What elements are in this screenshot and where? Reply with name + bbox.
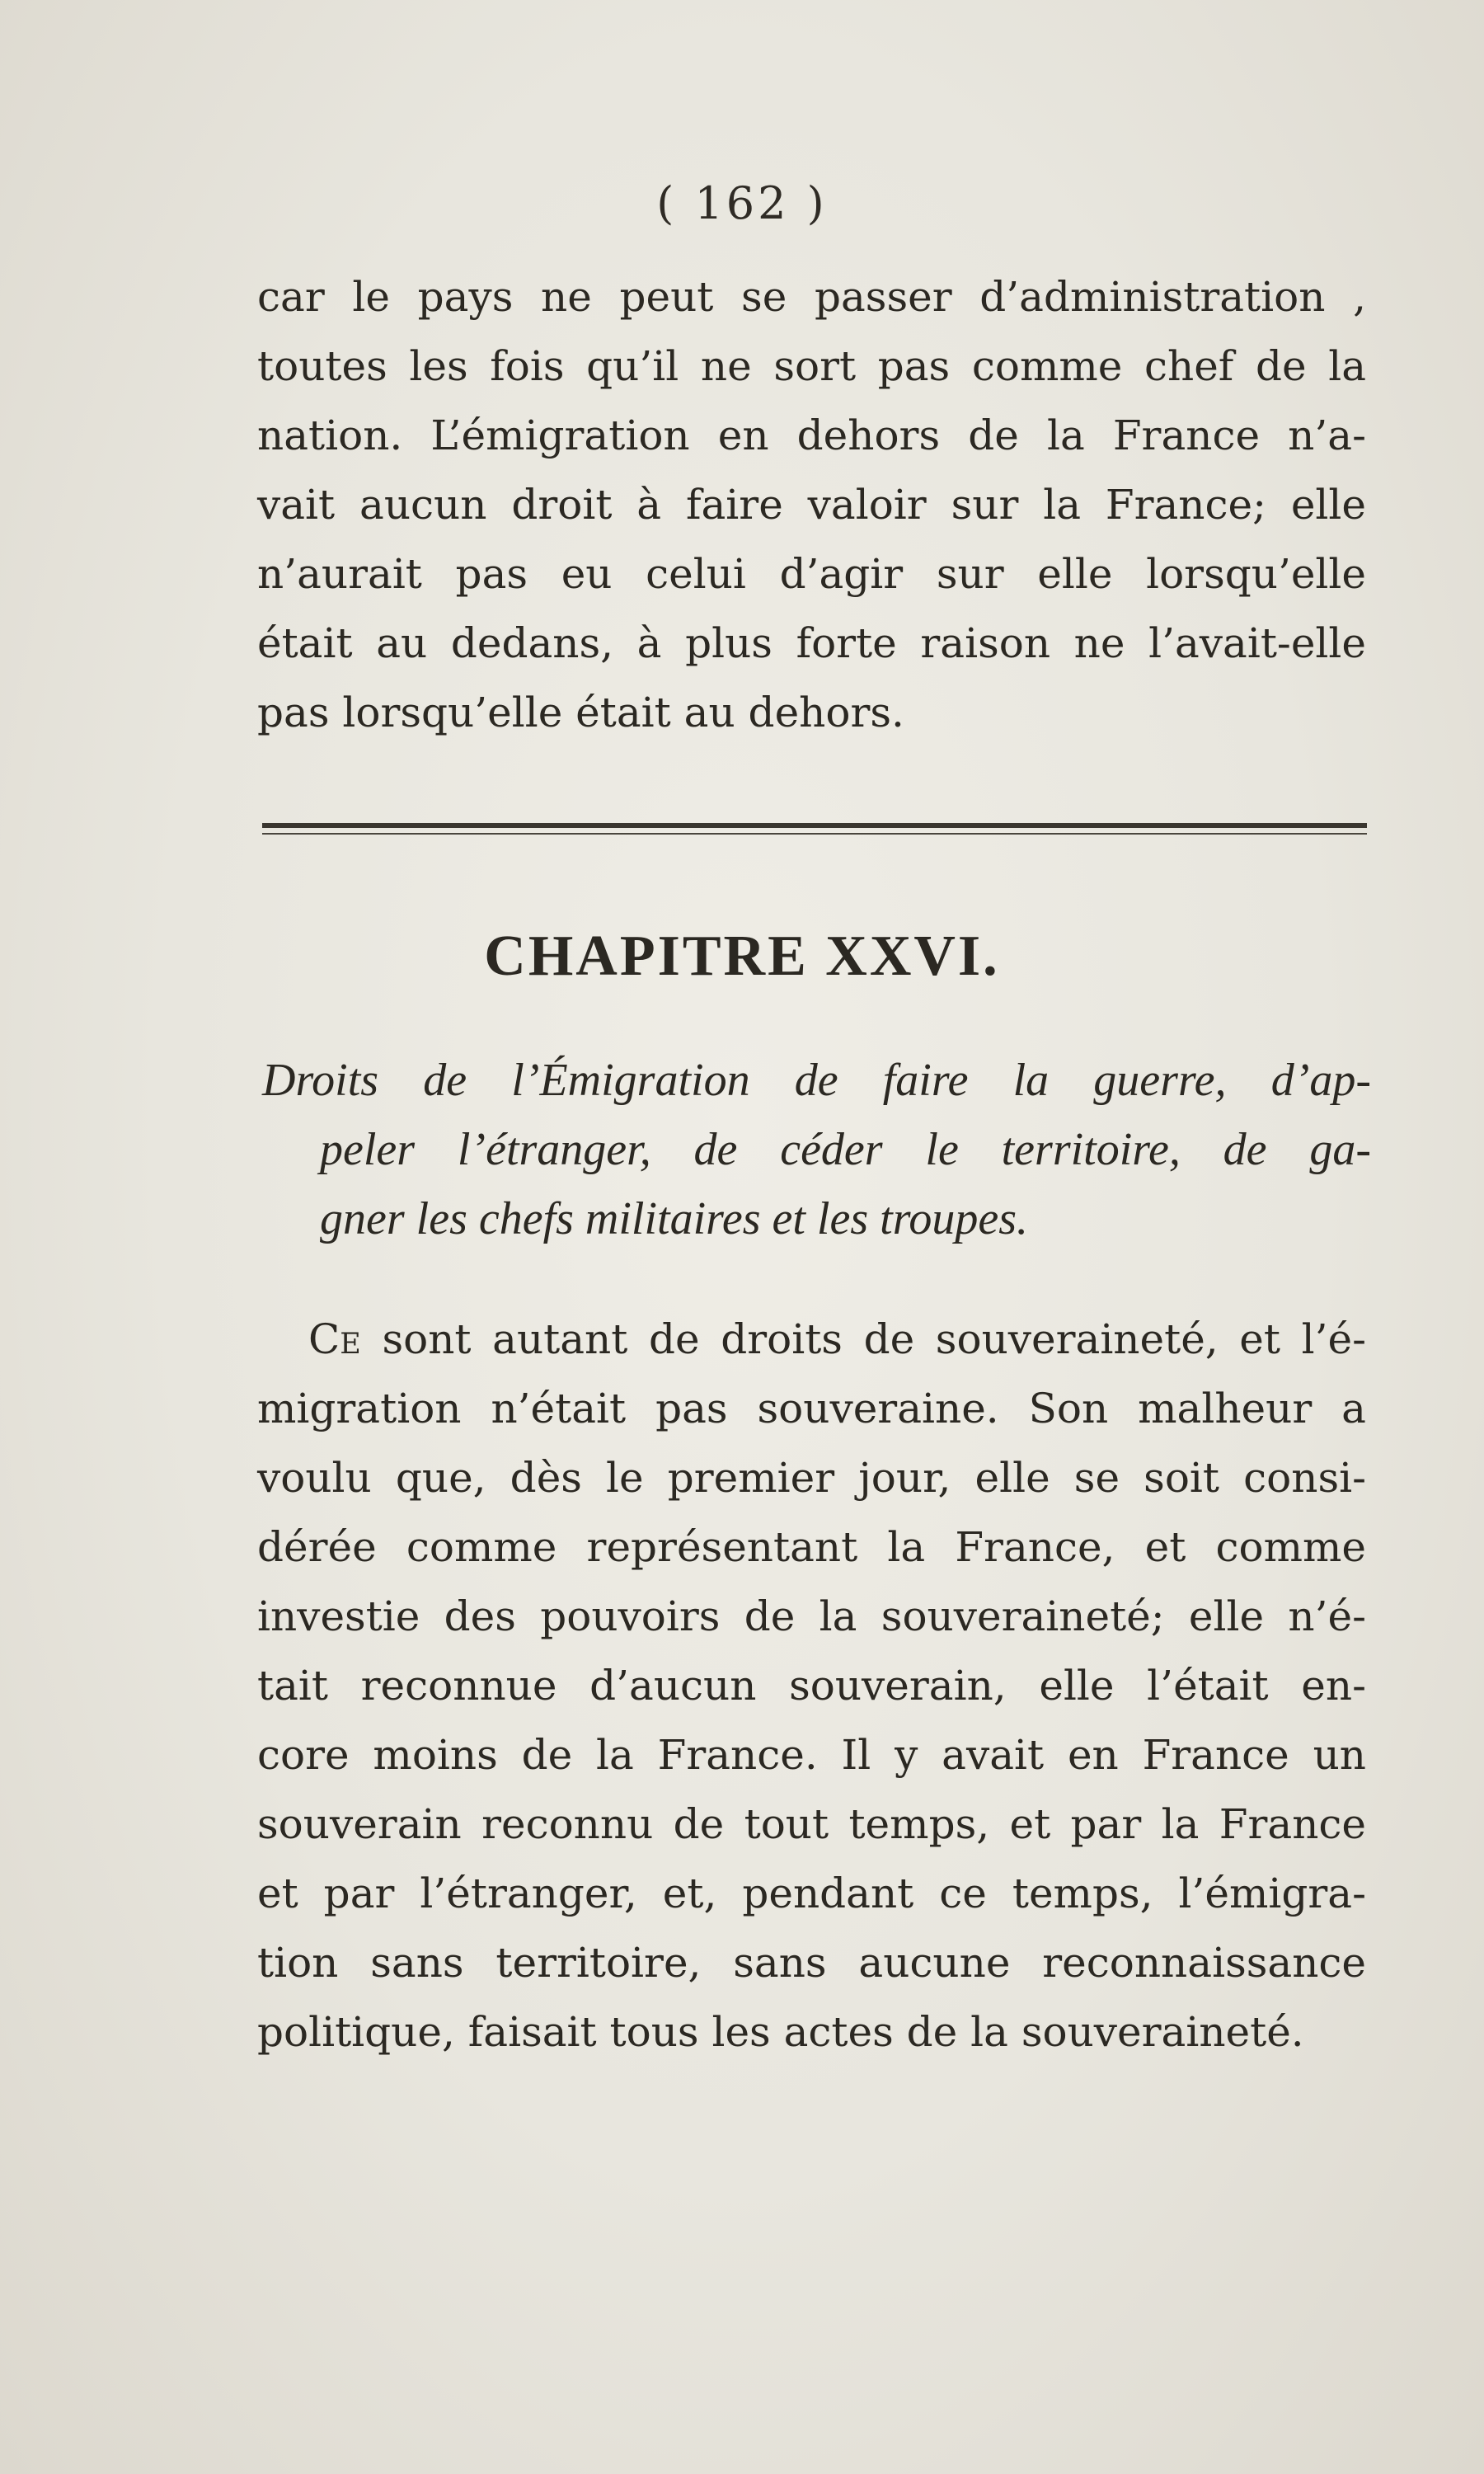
section-divider-thin — [262, 833, 1367, 835]
drop-initial: Ce — [308, 1315, 361, 1363]
text-line: voulu que, dès le premier jour, elle se soit consi- — [257, 1454, 1366, 1502]
chapter-subtitle — [262, 1046, 1371, 1253]
text-line: tait reconnue d’aucun souverain, elle l’était en- — [257, 1662, 1366, 1710]
page-number: ( 162 ) — [656, 177, 828, 229]
text-line — [308, 1305, 1366, 1374]
text-line: migration n’était pas souveraine. Son malheur a — [257, 1385, 1366, 1432]
top-paragraph — [257, 262, 1366, 747]
text-line: souverain reconnu de tout temps, et par la France — [257, 1800, 1366, 1848]
text-line: vait aucun droit à faire valoir sur la France; elle — [257, 481, 1366, 529]
text-line: politique, faisait tous les actes de la souveraineté. — [257, 2008, 1304, 2056]
subtitle-line: peler l’étranger, de céder le territoire, de ga- — [320, 1124, 1371, 1175]
text-line: et par l’étranger, et, pendant ce temps, l’émigra- — [257, 1870, 1366, 1917]
text-line: était au dedans, à plus forte raison ne l’avait-elle — [257, 619, 1366, 667]
text-line: core moins de la France. Il y avait en France un — [257, 1731, 1366, 1779]
text-line: tion sans territoire, sans aucune reconnaissance — [257, 1939, 1366, 1987]
text-line: car le pays ne peut se passer d’administration , — [257, 273, 1366, 321]
subtitle-line: gner les chefs militaires et les troupes. — [320, 1193, 1029, 1244]
chapter-heading: CHAPITRE XXVI. — [484, 924, 1000, 988]
text-line: nation. L’émigration en dehors de la France n’a- — [257, 412, 1366, 459]
body-paragraph — [257, 1305, 1366, 2067]
text-line: n’aurait pas eu celui d’agir sur elle lorsqu’elle — [257, 550, 1366, 598]
text-line: toutes les fois qu’il ne sort pas comme chef de la — [257, 342, 1366, 390]
text-line: pas lorsqu’elle était au dehors. — [257, 689, 904, 736]
text-line: investie des pouvoirs de la souveraineté; elle n’é- — [257, 1592, 1366, 1640]
text-line-content: sont autant de droits de souveraineté, et l’é- — [360, 1315, 1366, 1363]
subtitle-line: Droits de l’Émigration de faire la guerre, d’ap- — [262, 1055, 1371, 1106]
section-divider-thick — [262, 823, 1367, 828]
text-line: dérée comme représentant la France, et comme — [257, 1523, 1366, 1571]
